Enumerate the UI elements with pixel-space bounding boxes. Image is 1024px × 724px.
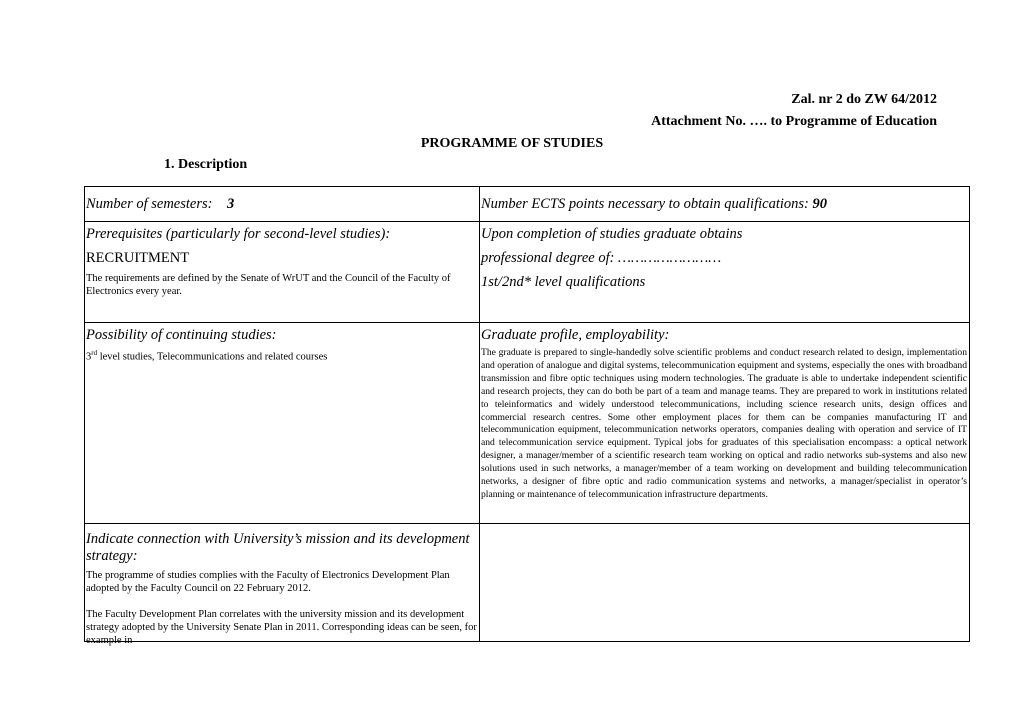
completion-line-3: 1st/2nd* level qualifications <box>481 274 646 290</box>
mission-text-1: The programme of studies complies with the Faculty of Electronics Development Plan adopted by the Faculty Council on 22 February 2012. <box>86 570 450 594</box>
description-table <box>84 186 970 646</box>
completion-line-1: Upon completion of studies graduate obtains <box>481 226 743 242</box>
graduate-profile-text: The graduate is prepared to single-handedly solve scientific problems and conduct research related to design, implementation and operation of analogue and digital systems, telecommunication equipment and systems, especially the ones with broadband transmission and fibre optic techniques using modern technologies. The graduate is able to undertake independent scientific and research projects, they can do both be part of a team and manage teams. They are prepared to work in institutions related to teleinformatics and widely understood telecommunications, including science research units, design offices and commercial research centres. Some other employment places for them can be companies manufacturing IT and telecommunication equipment, telecommunication networks operators, companies dealing with operation and service of IT and telecommunication service equipment. Typical jobs for graduates of this specialisation encompass: a optical network designer, a manager/member of a scientific research team working on optical and radio networks sub-systems and also new solutions used in such networks, a manager/member of a team working on development and building telecommunication networks, a designer of fibre optic and radio communication systems and networks, a manager/specialist in operator’s planning or maintenance of telecommunication infrastructure departments. <box>481 347 967 500</box>
continuing-studies-cell <box>85 323 480 524</box>
table-row <box>85 323 970 524</box>
empty-cell <box>480 524 970 642</box>
completion-line-2: professional degree of: …………………… <box>481 250 722 266</box>
completion-cell <box>480 222 970 323</box>
table-row <box>85 187 970 222</box>
ects-label: Number ECTS points necessary to obtain qualifications: <box>481 196 809 212</box>
attachment-line: Attachment No. …. to Programme of Education <box>651 114 937 129</box>
semesters-cell <box>85 187 480 222</box>
semesters-label: Number of semesters: <box>86 196 213 212</box>
continuing-studies-text: 3rd level studies, Telecommunications and related courses <box>86 349 328 363</box>
ects-cell <box>480 187 970 222</box>
table-row <box>85 222 970 323</box>
prerequisites-label: Prerequisites (particularly for second-level studies): <box>86 226 391 242</box>
graduate-profile-label: Graduate profile, employability: <box>481 327 670 343</box>
page-title: PROGRAMME OF STUDIES <box>420 136 604 151</box>
mission-label: Indicate connection with University’s mission and its development strategy: <box>86 531 470 564</box>
graduate-profile-cell <box>480 323 970 524</box>
recruitment-label: RECRUITMENT <box>86 250 190 266</box>
document-reference: Zal. nr 2 do ZW 64/2012 <box>791 92 937 107</box>
continuing-studies-label: Possibility of continuing studies: <box>86 327 277 343</box>
ects-value: 90 <box>812 196 827 212</box>
recruitment-text: The requirements are defined by the Senate of WrUT and the Council of the Faculty of Electronics every year. <box>86 273 451 297</box>
section-heading: 1. Description <box>164 157 248 172</box>
semesters-value: 3 <box>226 196 235 212</box>
table-row <box>85 524 970 642</box>
mission-cell <box>85 524 480 646</box>
mission-text-2: The Faculty Development Plan correlates with the university mission and its development strategy adopted by the University Senate Plan in 2011. Corresponding ideas can be seen, for example in <box>86 609 477 646</box>
prerequisites-cell <box>85 222 480 323</box>
